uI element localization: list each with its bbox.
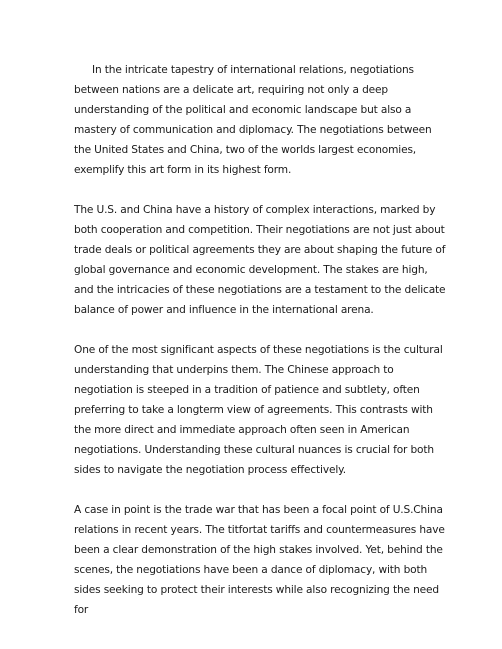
paragraph-1: In the intricate tapestry of international relations, negotiations between nations are a delicate art, requiring not only a deep understanding of the political and economic landscape but also a mastery of communication and diplomacy. The negotiations between the United States and China, two of the worlds largest economies, exemplify this art form in its highest form. [74, 64, 432, 176]
paragraph-2: The U.S. and China have a history of complex interactions, marked by both cooperation and competition. Their negotiations are not just about trade deals or political agreements they are about shaping the future of global governance and economic development. The stakes are high, and the intricacies of these negotiations are a testament to the delicate balance of power and influence in the international arena. [74, 204, 446, 316]
document-body [74, 60, 446, 640]
paragraph-4: A case in point is the trade war that has been a focal point of U.S.China relations in recent years. The titfortat tariffs and countermeasures have been a clear demonstration of the high stakes involved. Yet, behind the scenes, the negotiations have been a dance of diplomacy, with both sides seeking to protect their interests while also recognizing the need for [74, 504, 445, 616]
paragraph-3: One of the most significant aspects of these negotiations is the cultural understanding that underpins them. The Chinese approach to negotiation is steeped in a tradition of patience and subtlety, often preferring to take a longterm view of agreements. This contrasts with the more direct and immediate approach often seen in American negotiations. Understanding these cultural nuances is crucial for both sides to navigate the negotiation process effectively. [74, 344, 443, 476]
